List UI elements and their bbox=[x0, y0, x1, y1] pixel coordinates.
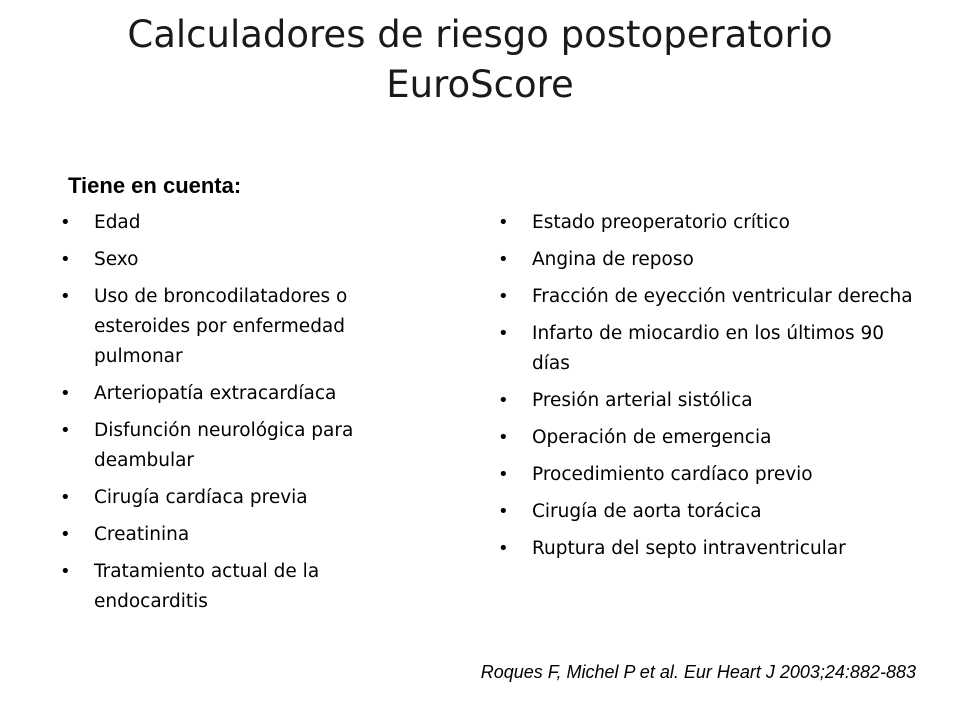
title-line-2: EuroScore bbox=[386, 63, 574, 106]
bullet-icon: • bbox=[498, 212, 509, 233]
list-item bbox=[58, 208, 418, 238]
right-factor-list bbox=[496, 208, 916, 571]
left-factor-list bbox=[58, 208, 418, 624]
factor-label: Angina de reposo bbox=[532, 249, 694, 270]
factor-label: Procedimiento cardíaco previo bbox=[532, 464, 813, 485]
bullet-icon: • bbox=[498, 464, 509, 485]
list-item bbox=[496, 245, 916, 275]
citation: Roques F, Michel P et al. Eur Heart J 2003;24:882-883 bbox=[480, 662, 916, 682]
list-item bbox=[58, 245, 418, 275]
list-item bbox=[496, 497, 916, 527]
list-item bbox=[58, 416, 418, 476]
bullet-icon: • bbox=[498, 390, 509, 411]
factor-label: Disfunción neurológica para deambular bbox=[94, 420, 354, 471]
list-item bbox=[496, 460, 916, 490]
factor-label: Fracción de eyección ventricular derecha bbox=[532, 286, 913, 307]
bullet-icon: • bbox=[60, 212, 71, 233]
factor-label: Edad bbox=[94, 212, 141, 233]
bullet-icon: • bbox=[498, 427, 509, 448]
bullet-icon: • bbox=[498, 538, 509, 559]
list-item bbox=[58, 557, 418, 617]
factor-label: Uso de broncodilatadores o esteroides por enfermedad pulmonar bbox=[94, 286, 348, 367]
factor-label: Cirugía cardíaca previa bbox=[94, 487, 308, 508]
factor-label: Presión arterial sistólica bbox=[532, 390, 753, 411]
factor-label: Infarto de miocardio en los últimos 90 días bbox=[532, 323, 885, 374]
bullet-icon: • bbox=[60, 383, 71, 404]
title-line-1: Calculadores de riesgo postoperatorio bbox=[127, 13, 833, 56]
bullet-icon: • bbox=[498, 286, 509, 307]
bullet-icon: • bbox=[498, 501, 509, 522]
list-item bbox=[58, 379, 418, 409]
factor-label: Creatinina bbox=[94, 524, 190, 545]
factor-label: Estado preoperatorio crítico bbox=[532, 212, 790, 233]
list-item bbox=[496, 282, 916, 312]
factor-label: Ruptura del septo intraventricular bbox=[532, 538, 846, 559]
bullet-icon: • bbox=[498, 249, 509, 270]
bullet-icon: • bbox=[60, 420, 71, 441]
list-item bbox=[496, 534, 916, 564]
bullet-icon: • bbox=[60, 249, 71, 270]
factor-label: Cirugía de aorta torácica bbox=[532, 501, 762, 522]
list-item bbox=[496, 386, 916, 416]
intro-heading: Tiene en cuenta: bbox=[68, 173, 242, 198]
factor-label: Tratamiento actual de la endocarditis bbox=[94, 561, 320, 612]
bullet-icon: • bbox=[498, 323, 509, 344]
list-item bbox=[58, 520, 418, 550]
list-item bbox=[496, 423, 916, 453]
bullet-icon: • bbox=[60, 561, 71, 582]
list-item bbox=[496, 319, 916, 379]
bullet-icon: • bbox=[60, 286, 71, 307]
list-item bbox=[496, 208, 916, 238]
bullet-icon: • bbox=[60, 487, 71, 508]
factor-label: Operación de emergencia bbox=[532, 427, 772, 448]
bullet-icon: • bbox=[60, 524, 71, 545]
factor-label: Arteriopatía extracardíaca bbox=[94, 383, 337, 404]
list-item bbox=[58, 282, 418, 372]
factor-label: Sexo bbox=[94, 249, 139, 270]
list-item bbox=[58, 483, 418, 513]
slide-title bbox=[70, 10, 890, 110]
